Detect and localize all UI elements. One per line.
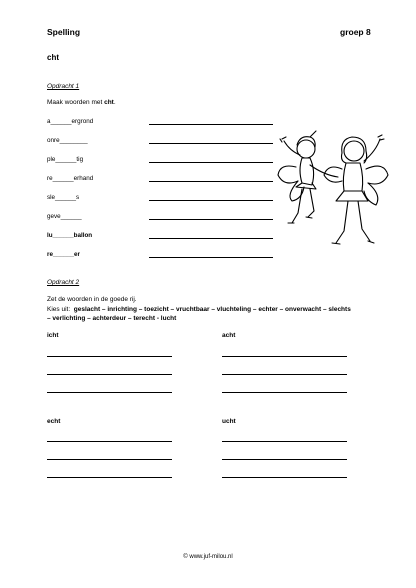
column-heading-echt: echt [47, 418, 61, 425]
answer-line[interactable] [149, 219, 273, 220]
choices-words: geslacht – inrichting – toezicht – vruchtbaar – vluchteling – echter – onverwacht – slechts [73, 306, 351, 313]
assignment-2-instruction: Zet de woorden in de goede rij. [47, 296, 137, 303]
word-item: sle______s [47, 194, 80, 201]
word-item: re______er [47, 251, 80, 258]
answer-line[interactable] [222, 374, 347, 375]
word-item: a______ergrond [47, 118, 94, 125]
column-heading-acht: acht [222, 332, 236, 339]
answer-line[interactable] [222, 477, 347, 478]
word-item: ple______tig [47, 156, 84, 163]
choices-label: Kies uit: [47, 306, 71, 313]
assignment-1-instruction [47, 99, 116, 106]
word-item: lu______ballon [47, 232, 93, 239]
grade-label: groep 8 [340, 27, 371, 37]
fairies-illustration [272, 125, 392, 265]
answer-line[interactable] [47, 459, 172, 460]
answer-line[interactable] [47, 392, 172, 393]
answer-line[interactable] [149, 124, 273, 125]
answer-line[interactable] [149, 257, 273, 258]
answer-line[interactable] [47, 356, 172, 357]
answer-line[interactable] [47, 477, 172, 478]
topic-title: cht [47, 53, 59, 62]
answer-line[interactable] [149, 238, 273, 239]
footer-copyright: © www.juf-milou.nl [183, 554, 233, 560]
answer-line[interactable] [47, 374, 172, 375]
assignment-2-title: Opdracht 2 [47, 279, 80, 286]
instruction-text: Maak woorden met [47, 99, 105, 106]
answer-line[interactable] [222, 392, 347, 393]
word-choices [47, 305, 377, 323]
subject-title: Spelling [47, 27, 81, 37]
instruction-end: . [113, 99, 116, 106]
answer-line[interactable] [149, 181, 273, 182]
column-heading-icht: icht [47, 332, 59, 339]
answer-line[interactable] [149, 200, 273, 201]
answer-line[interactable] [222, 441, 347, 442]
choices-words: – verlichting – achterdeur – terecht - lucht [47, 315, 177, 322]
answer-line[interactable] [222, 356, 347, 357]
column-heading-ucht: ucht [222, 418, 236, 425]
answer-line[interactable] [222, 459, 347, 460]
answer-line[interactable] [149, 143, 273, 144]
assignment-1-title: Opdracht 1 [47, 83, 80, 90]
word-item: re______erhand [47, 175, 94, 182]
word-item: geve______ [47, 213, 82, 220]
answer-line[interactable] [149, 162, 273, 163]
answer-line[interactable] [47, 441, 172, 442]
word-item: onre________ [47, 137, 88, 144]
instruction-bold: cht [104, 99, 114, 106]
